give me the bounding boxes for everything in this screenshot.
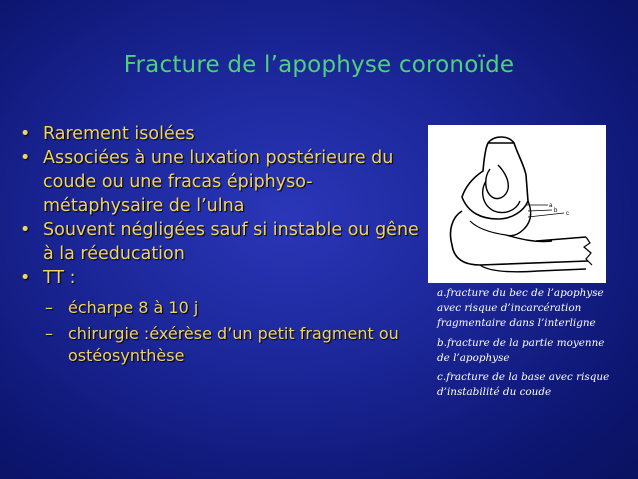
label-c: c: [566, 211, 569, 217]
label-b: b: [554, 208, 558, 214]
bullet-item: [20, 218, 420, 266]
caption-b: b.fracture de la partie moyenne de l’apophyse: [437, 336, 605, 364]
bullet-text: Rarement isolées: [43, 124, 195, 144]
sub-bullet-item: [20, 323, 420, 367]
bullet-text: Associées à une luxation postérieure du coude ou une fracas épiphyso-métaphysaire de l’ulna: [43, 148, 394, 216]
bullet-marker: •: [20, 268, 31, 288]
slide-title: Fracture de l’apophyse coronoïde: [123, 52, 515, 78]
coronoid-diagram: [428, 125, 606, 283]
caption-a: a.fracture du bec de l’apophyse avec risque d’incarcération fragmentaire dans l’interligne: [437, 287, 604, 330]
notch-line: [470, 221, 506, 235]
coronoid-contour: [506, 201, 552, 242]
humerus-outline: [462, 143, 528, 219]
bullet-item: [20, 266, 420, 290]
sub-bullet-marker: –: [45, 298, 53, 317]
bullet-text: TT :: [43, 268, 76, 288]
level-line-b: [528, 210, 552, 211]
bullet-item: [20, 122, 420, 146]
bullet-marker: •: [20, 124, 31, 144]
coronoid-drawing: [428, 125, 606, 283]
humerus-shaft-top: [488, 137, 514, 143]
inner-loop: [486, 165, 509, 199]
ulna-lower-edge: [480, 265, 586, 272]
bullet-list: [20, 122, 420, 367]
sub-bullet-text: chirurgie :éxérèse d’un petit fragment ou ostéosynthèse: [68, 324, 399, 365]
sub-bullet-text: écharpe 8 à 10 j: [68, 298, 199, 317]
bullet-item: [20, 146, 420, 218]
figure-caption: [437, 286, 617, 404]
bullet-marker: •: [20, 148, 31, 168]
sub-bullet-marker: –: [45, 324, 53, 343]
sub-bullet-item: [20, 297, 420, 319]
shaft-top: [536, 237, 586, 241]
level-line-c: [528, 213, 564, 217]
articular-arc: [483, 181, 520, 213]
caption-c: c.fracture de la base avec risque d’instabilité du coude: [437, 371, 610, 399]
bullet-text: Souvent négligées sauf si instable ou gêne à la réeducation: [43, 220, 419, 264]
label-a: a: [549, 203, 553, 209]
bullet-marker: •: [20, 220, 31, 240]
